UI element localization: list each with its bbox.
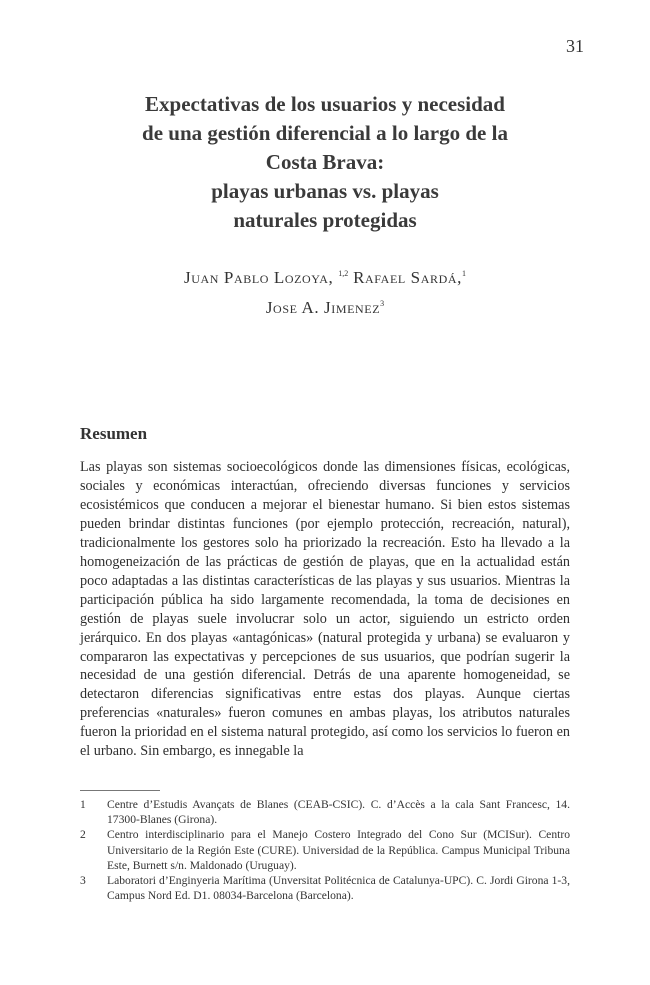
footnotes xyxy=(80,797,570,903)
author-affiliation: 1 xyxy=(461,269,466,278)
footnote-item xyxy=(80,797,570,827)
title-line: Expectativas de los usuarios y necesidad xyxy=(145,92,505,116)
footnote-divider xyxy=(80,790,160,791)
abstract-heading: Resumen xyxy=(80,424,148,443)
footnote-item xyxy=(80,827,570,873)
author-affiliation: 1,2 xyxy=(338,269,349,278)
title-line: naturales protegidas xyxy=(233,208,417,232)
footnote-text: Laboratori d’Enginyeria Marítima (Unversitat Politécnica de Catalunya-UPC). C. Jordi Girona 1-3, Campus Nord Ed. D1. 08034-Barcelona (Barcelona). xyxy=(107,874,570,903)
footnote-item xyxy=(80,873,570,903)
author-affiliation: 3 xyxy=(380,299,385,308)
footnote-number: 1 xyxy=(80,798,86,811)
author-list xyxy=(80,261,570,321)
article-title xyxy=(80,90,570,235)
author-line xyxy=(80,291,570,321)
author-name: Rafael Sardá, xyxy=(353,268,462,287)
footnote-number: 2 xyxy=(80,828,86,842)
title-line: de una gestión diferencial a lo largo de la xyxy=(142,121,508,145)
title-line: playas urbanas vs. playas xyxy=(211,179,439,203)
footnote-number: 3 xyxy=(80,874,86,888)
author-name: Jose A. Jimenez xyxy=(265,298,381,317)
author-line xyxy=(80,261,570,291)
title-line: Costa Brava: xyxy=(265,150,385,174)
abstract-text: Las playas son sistemas socioecológicos donde las dimensiones físicas, ecológicas, sociales y económicas interactúan, ofreciendo diversas funciones y servicios ecosistémicos que conducen a mejorar el bienestar humano. Si bien estos sistemas pueden brindar distintas funciones (por ejemplo protección, recreación, natural), tradicionalmente los gestores solo ha priorizado la recreación. Esto ha llevado a la homogeneización de las prácticas de gestión de playas, que en la actualidad están poco adaptadas a las distintas características de las playas y sus usuarios. Mientras la participación pública ha sido largamente recomendada, la toma de decisiones en gestión de playas suele involucrar solo un actor, siguiendo un estricto orden jerárquico. En dos playas «antagónicas» (natural protegida y urbana) se evaluaron y compararon las expectativas y percepciones de sus usuarios, que podrían sugerir la necesidad de una gestión diferencial. Detrás de una aparente homogeneidad, se detectaron diferencias significativas entre estas dos playas. Aunque ciertas preferencias «naturales» fueron comunes en ambas playas, los atributos naturales fueron la prioridad en el sistema natural protegido, así como los servicios lo fueron en el urbano. Sin embargo, es innegable la xyxy=(80,459,570,760)
page-number: 31 xyxy=(566,36,584,56)
footnote-text: Centro interdisciplinario para el Manejo Costero Integrado del Cono Sur (MCISur). Centro Universitario de la Región Este (CURE). Universidad de la República. Campus Municipal Tribuna Este, Burnett s/n. Maldonado (Uruguay). xyxy=(107,828,570,872)
author-name: Juan Pablo Lozoya, xyxy=(184,268,334,287)
footnote-text: Centre d’Estudis Avançats de Blanes (CEAB-CSIC). C. d’Accès a la cala Sant Francesc, 14. 17300-Blanes (Girona). xyxy=(107,798,570,827)
